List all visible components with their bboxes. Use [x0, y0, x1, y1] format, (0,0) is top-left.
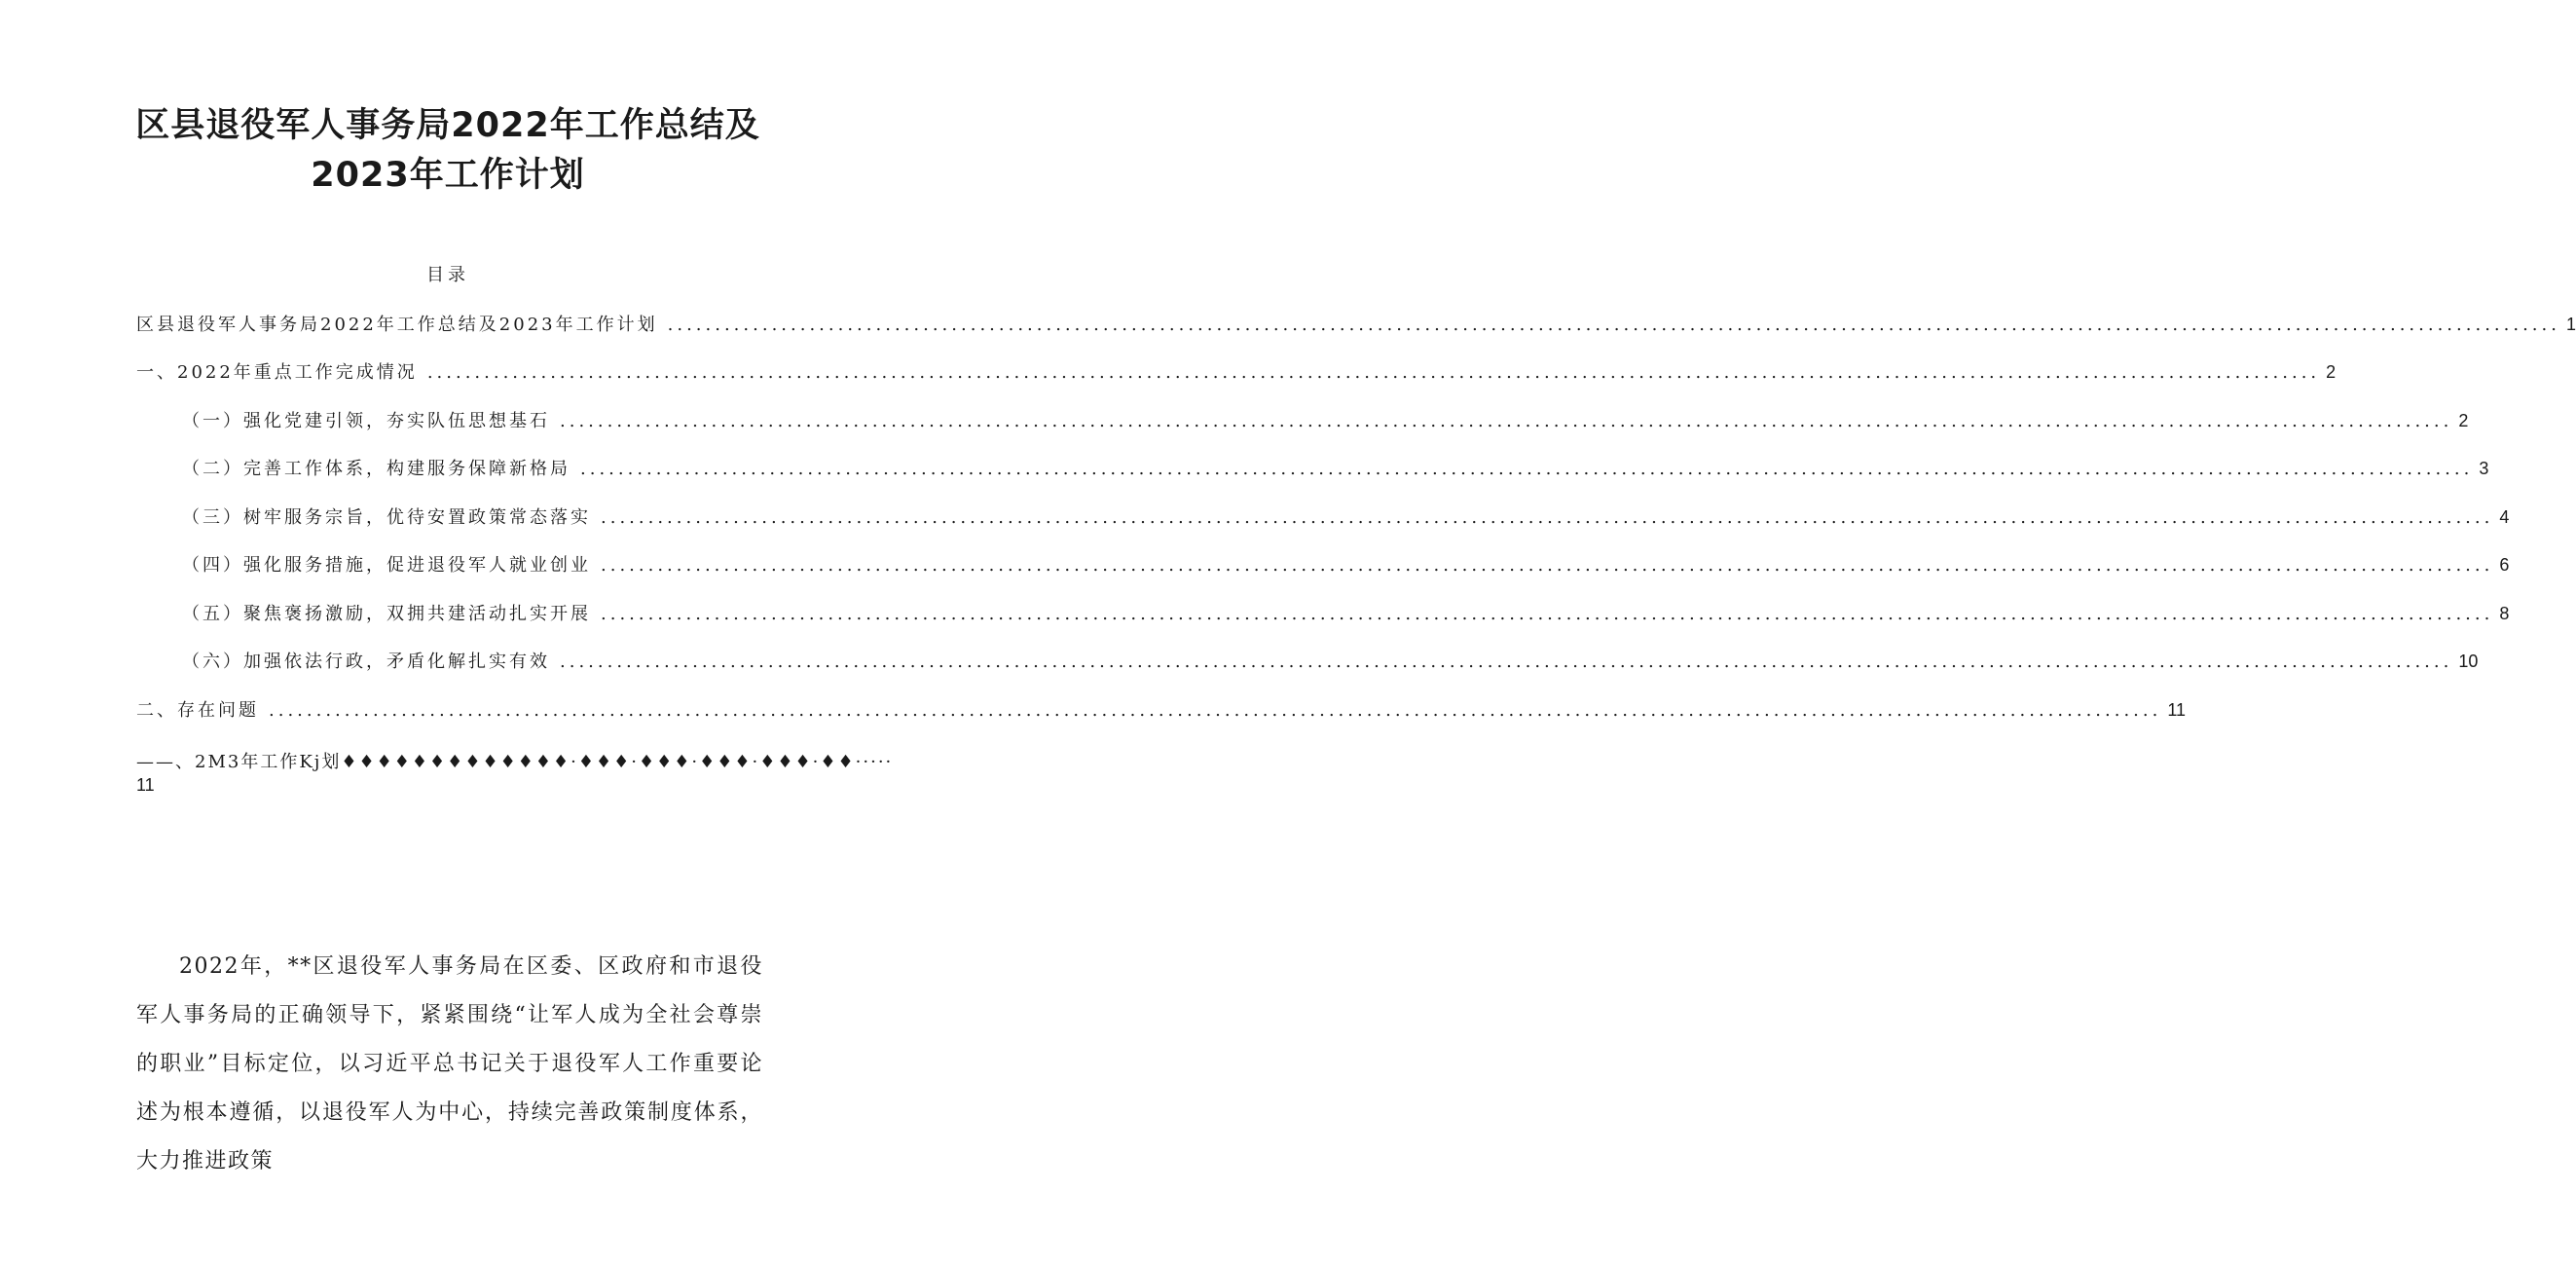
toc-entry-label: （四）强化服务措施，促进退役军人就业创业: [182, 555, 591, 576]
toc-entry-page: 6: [2499, 555, 2510, 575]
toc-leader-dots: ........................................................................................................................................................................................................: [601, 507, 2494, 528]
toc-entry-page: 3: [2479, 459, 2489, 478]
toc-entry-label: （六）加强依法行政，矛盾化解扎实有效: [182, 652, 550, 672]
toc-leader-dots: ........................................................................................................................................................................................................: [580, 459, 2474, 479]
toc-entry-page: 2: [2458, 411, 2469, 430]
toc-entry-label: （一）强化党建引领，夯实队伍思想基石: [182, 411, 550, 431]
toc-entry[interactable]: [182, 551, 2510, 577]
toc-entry-garbled[interactable]: ——、2M3年工作Kj划♦♦♦♦♦♦♦♦♦♦♦♦♦·♦♦♦·♦♦♦·♦♦♦·♦♦♦·♦♦·····: [136, 752, 894, 772]
document-title-line2: 2023年工作计划: [311, 156, 585, 195]
body-paragraph: 2022年，**区退役军人事务局在区委、区政府和市退役军人事务局的正确领导下，紧紧围绕“让军人成为全社会尊崇的职业”目标定位，以习近平总书记关于退役军人工作重要论述为根本遵循，以退役军人为中心，持续完善政策制度体系，大力推进政策: [136, 954, 763, 1174]
toc-entry[interactable]: [136, 358, 2337, 384]
toc-leader-dots: ........................................................................................................................................................................................................: [426, 362, 2321, 383]
toc-entry[interactable]: [136, 311, 2576, 336]
toc-entry-garbled-page: 11: [136, 775, 155, 795]
toc-entry-label: （五）聚焦褒扬激励，双拥共建活动扎实开展: [182, 604, 591, 624]
toc-entry-page: 1: [2565, 315, 2576, 334]
toc-entry-label: 区县退役军人事务局2022年工作总结及2023年工作计划: [136, 315, 658, 335]
toc-entry-label: （三）树牢服务宗旨，优待安置政策常态落实: [182, 507, 591, 528]
toc-leader-dots: ........................................................................................................................................................................................................: [560, 652, 2453, 672]
document-title-line1: 区县退役军人事务局2022年工作总结及: [135, 106, 760, 145]
toc-leader-dots: ........................................................................................................................................................................................................: [601, 555, 2494, 576]
toc-entry[interactable]: [182, 600, 2510, 625]
toc-leader-dots: ........................................................................................................................................................................................................: [667, 315, 2560, 335]
toc-entry-label: 一、2022年重点工作完成情况: [136, 362, 418, 383]
toc-entry-label: 二、存在问题: [136, 700, 259, 721]
toc-entry[interactable]: [182, 648, 2479, 673]
toc-entry[interactable]: [182, 455, 2489, 480]
toc-heading: 目录: [426, 265, 469, 285]
toc-leader-dots: ........................................................................................................................................................................................................: [560, 411, 2453, 431]
toc-entry-label: （二）完善工作体系，构建服务保障新格局: [182, 459, 570, 479]
toc-entry[interactable]: [182, 407, 2469, 432]
toc-entry-page: 8: [2499, 604, 2510, 623]
toc-entry[interactable]: [136, 696, 2187, 722]
toc-entry-page: 4: [2499, 507, 2510, 527]
toc-entry-page: 10: [2458, 652, 2479, 671]
toc-entry-page: 11: [2167, 700, 2187, 720]
toc-leader-dots: ........................................................................................................................................................................................................: [601, 604, 2494, 624]
toc-leader-dots: ........................................................................................................................................................................................................: [269, 700, 2162, 721]
toc-entry-page: 2: [2326, 362, 2337, 382]
toc-entry[interactable]: [182, 503, 2510, 529]
